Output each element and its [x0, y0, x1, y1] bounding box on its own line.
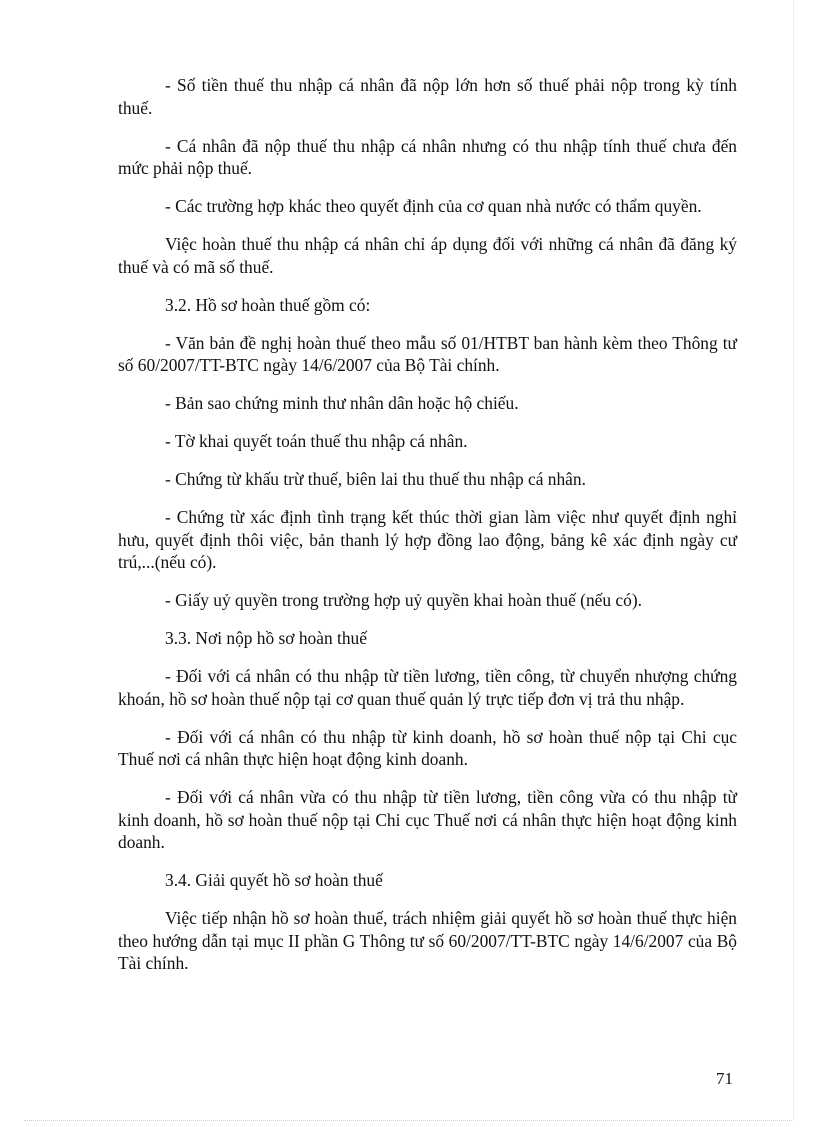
document-body: [118, 74, 737, 990]
page-bottom-border: [24, 1120, 794, 1121]
page-right-border: [793, 0, 794, 1121]
section-heading-3-2: 3.2. Hồ sơ hoàn thuế gồm có:: [165, 294, 371, 315]
section-heading-3-4: 3.4. Giải quyết hồ sơ hoàn thuế: [165, 870, 383, 890]
submission-salary-income: - Đối với cá nhân có thu nhập từ tiền lương, tiền công, từ chuyển nhượng chứng khoán, hồ sơ hoàn thuế nộp tại cơ quan thuế quản lý trực tiếp đơn vị trả thu nhập.: [118, 666, 737, 709]
submission-mixed-income: - Đối với cá nhân vừa có thu nhập từ tiền lương, tiền công vừa có thu nhập từ kinh doanh, hồ sơ hoàn thuế nộp tại Chi cục Thuế nơi cá nhân thực hiện hoạt động kinh doanh.: [118, 787, 737, 852]
dossier-item-employment-end: - Chứng từ xác định tình trạng kết thúc thời gian làm việc như quyết định nghỉ hưu, quyết định thôi việc, bản thanh lý hợp đồng lao động, bảng kê xác định ngày cư trú,...(nếu có).: [118, 507, 737, 572]
dossier-item-authorization: - Giấy uỷ quyền trong trường hợp uỷ quyền khai hoàn thuế (nếu có).: [165, 590, 642, 610]
dossier-item-tax-declaration: - Tờ khai quyết toán thuế thu nhập cá nhân.: [165, 431, 468, 451]
refund-case-overpaid: - Số tiền thuế thu nhập cá nhân đã nộp lớn hơn số thuế phải nộp trong kỳ tính thuế.: [118, 75, 737, 118]
dossier-item-request-form: - Văn bản đề nghị hoàn thuế theo mẫu số 01/HTBT ban hành kèm theo Thông tư số 60/2007/TT-BTC ngày 14/6/2007 của Bộ Tài chính.: [118, 332, 737, 375]
refund-case-below-threshold: - Cá nhân đã nộp thuế thu nhập cá nhân nhưng có thu nhập tính thuế chưa đến mức phải nộp thuế.: [118, 135, 737, 178]
dossier-processing-note: Việc tiếp nhận hồ sơ hoàn thuế, trách nhiệm giải quyết hồ sơ hoàn thuế thực hiện theo hướng dẫn tại mục II phần G Thông tư số 60/2007/TT-BTC ngày 14/6/2007 của Bộ Tài chính.: [118, 908, 737, 973]
refund-eligibility-note: Việc hoàn thuế thu nhập cá nhân chỉ áp dụng đối với những cá nhân đã đăng ký thuế và có mã số thuế.: [118, 234, 737, 277]
submission-business-income: - Đối với cá nhân có thu nhập từ kinh doanh, hồ sơ hoàn thuế nộp tại Chi cục Thuế nơi cá nhân thực hiện hoạt động kinh doanh.: [118, 726, 737, 769]
refund-case-other: - Các trường hợp khác theo quyết định của cơ quan nhà nước có thẩm quyền.: [165, 196, 702, 216]
dossier-item-withholding-receipts: - Chứng từ khấu trừ thuế, biên lai thu thuế thu nhập cá nhân.: [165, 469, 586, 489]
dossier-item-id-copy: - Bản sao chứng minh thư nhân dân hoặc hộ chiếu.: [165, 393, 519, 413]
section-heading-3-3: 3.3. Nơi nộp hồ sơ hoàn thuế: [165, 628, 367, 648]
page-number: 71: [716, 1069, 733, 1088]
